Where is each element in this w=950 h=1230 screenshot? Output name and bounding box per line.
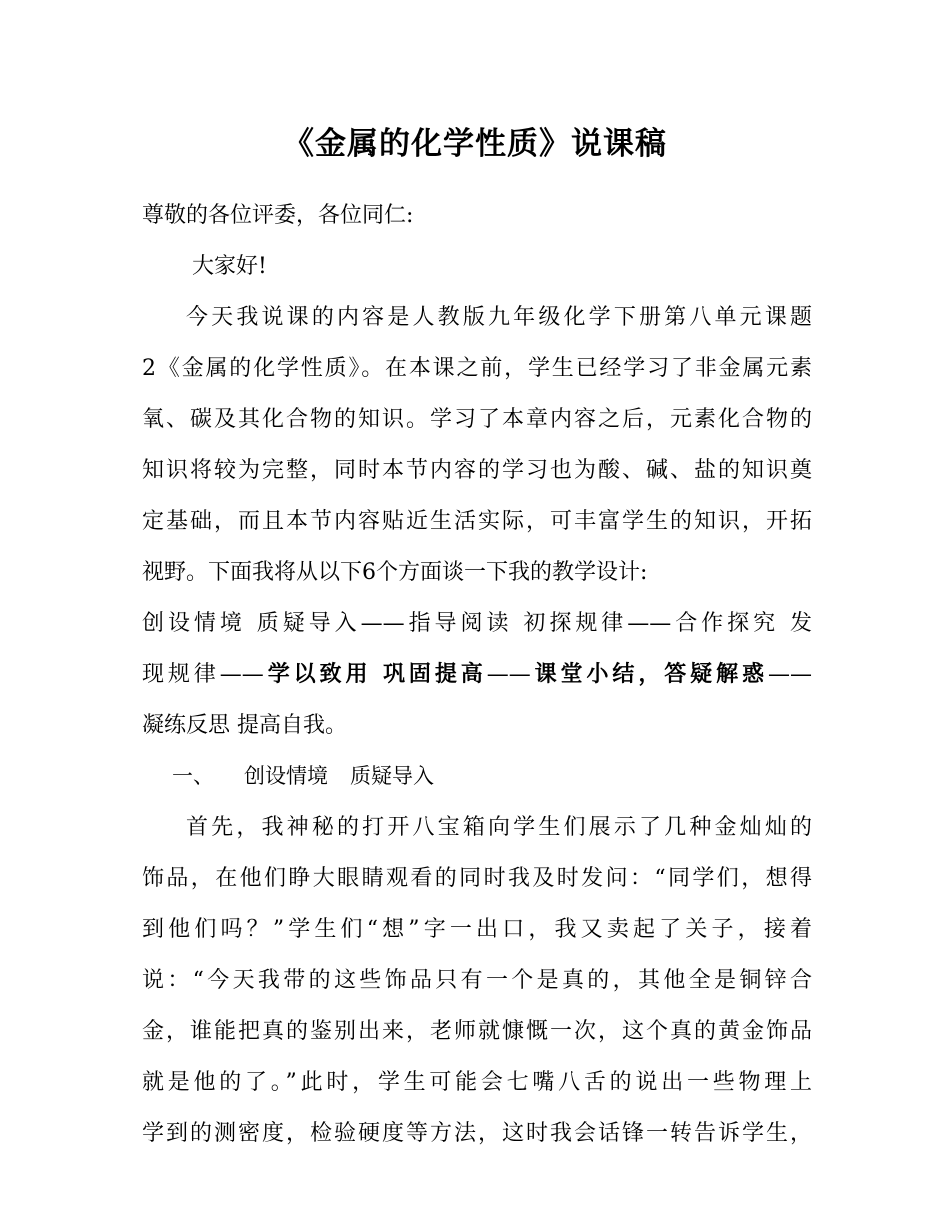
steps-line: 凝练反思 提高自我。 — [142, 713, 347, 738]
steps-line — [142, 649, 812, 700]
intro-line: 定基础，而且本节内容贴近生活实际，可丰富学生的知识，开拓 — [142, 509, 812, 534]
paragraph-line: 首先，我神秘的打开八宝箱向学生们展示了几种金灿灿的 — [186, 815, 812, 840]
section-title-part: 质疑导入 — [350, 764, 434, 788]
intro-line: 氧、碳及其化合物的知识。学习了本章内容之后，元素化合物的 — [142, 407, 812, 432]
steps-line: 创设情境 质疑导入——指导阅读 初探规律——合作探究 发 — [142, 611, 812, 636]
paragraph-line: 说：“今天我带的这些饰品只有一个是真的，其他全是铜锌合 — [142, 968, 812, 993]
paragraph-line: 学到的测密度，检验硬度等方法，这时我会话锋一转告诉学生， — [142, 1121, 812, 1146]
steps-bold-text: 课堂小结，答疑解惑 — [530, 662, 768, 687]
salutation: 尊敬的各位评委，各位同仁: — [142, 203, 414, 228]
paragraph-line: 饰品，在他们睁大眼睛观看的同时我及时发问：“同学们，想得 — [142, 866, 812, 891]
paragraph-line: 到他们吗？”学生们“想”字一出口，我又卖起了关子，接着 — [142, 917, 812, 942]
steps-dash: —— — [767, 662, 812, 687]
intro-line: 视野。下面我将从以下6个方面谈一下我的教学设计: — [142, 560, 648, 585]
intro-line: 今天我说课的内容是人教版九年级化学下册第八单元课题 — [186, 305, 812, 330]
section-number: 一、 — [172, 764, 214, 788]
document-title: 《金属的化学性质》说课稿 — [283, 126, 667, 162]
paragraph-line: 就是他的了。”此时，学生可能会七嘴八舌的说出一些物理上 — [142, 1070, 812, 1095]
section-title-part: 创设情境 — [244, 764, 328, 788]
document-body — [142, 190, 812, 1159]
paragraph-line: 金，谁能把真的鉴别出来，老师就慷慨一次，这个真的黄金饰品 — [142, 1019, 812, 1044]
greeting: 大家好! — [192, 254, 267, 279]
section-heading — [142, 751, 812, 802]
intro-line: 2《金属的化学性质》。在本课之前，学生已经学习了非金属元素 — [142, 356, 812, 381]
steps-dash: —— — [486, 662, 531, 687]
intro-line: 知识将较为完整，同时本节内容的学习也为酸、碱、盐的知识奠 — [142, 458, 812, 483]
steps-text: 现规律—— — [142, 662, 264, 687]
steps-bold-text: 学以致用 巩固提高 — [263, 662, 487, 687]
